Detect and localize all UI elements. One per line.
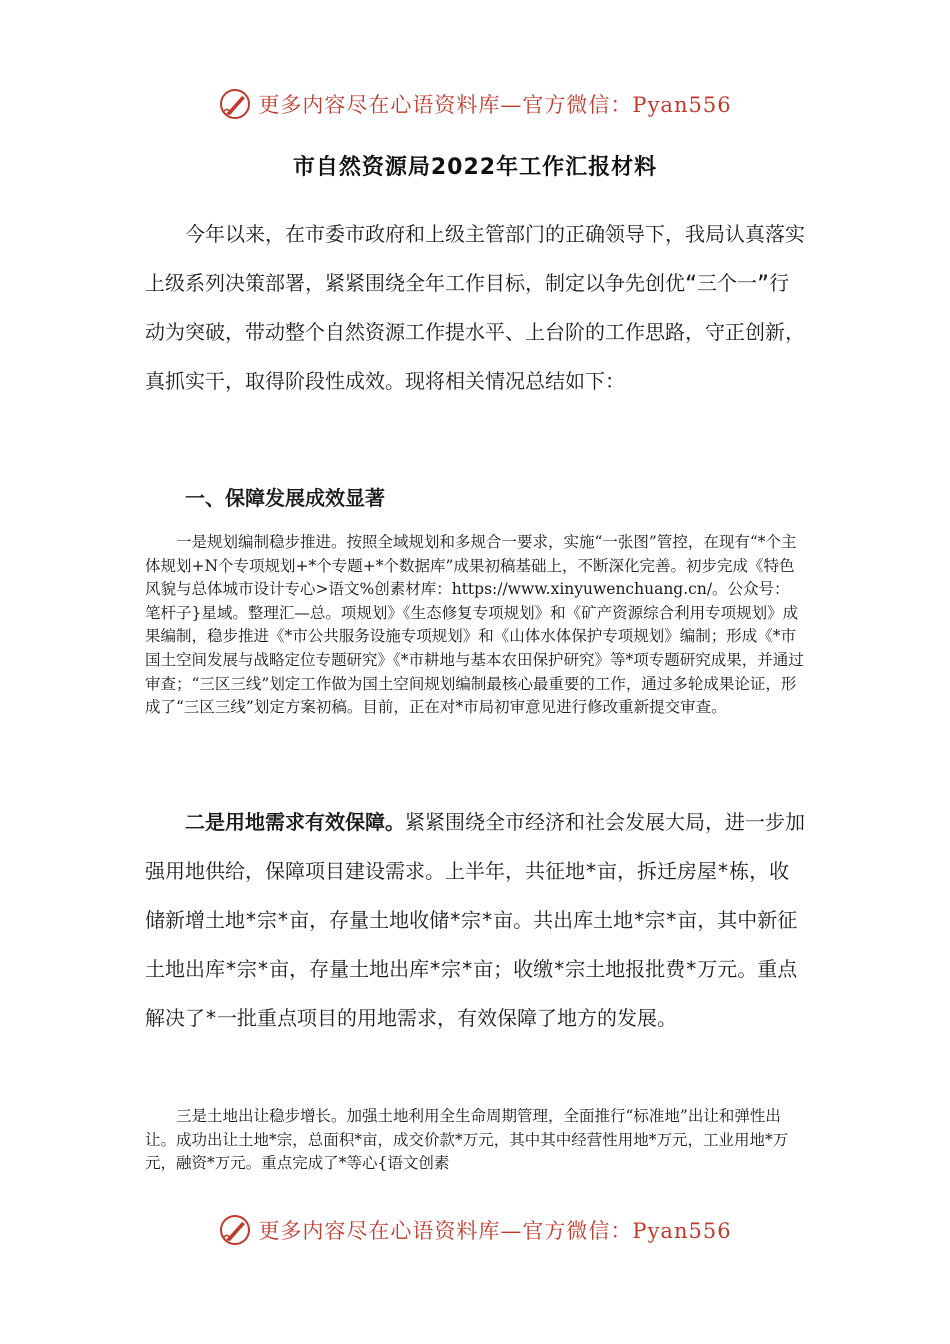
item-land-demand-text	[145, 798, 805, 1043]
intro-paragraph	[145, 210, 805, 406]
item-land-demand-paragraph	[145, 798, 805, 1043]
item-planning-paragraph	[145, 531, 805, 720]
section-heading	[145, 482, 805, 511]
quill-logo-icon	[218, 1213, 252, 1247]
watermark-text: 更多内容尽在心语资料库—官方微信：Pyan556	[258, 93, 732, 117]
intro-text: 今年以来，在市委市政府和上级主管部门的正确领导下，我局认真落实上级系列决策部署，紧紧围绕全年工作目标，制定以争先创优“三个一”行动为突破，带动整个自然资源工作提水平、上台阶的工作思路，守正创新，真抓实干，取得阶段性成效。现将相关情况总结如下：	[145, 222, 805, 393]
watermark-banner-bottom	[0, 1210, 950, 1250]
item-land-transfer-text: 三是土地出让稳步增长。加强土地利用全生命周期管理，全面推行“标准地”出让和弹性出让。成功出让土地*宗，总面积*亩，成交价款*万元，其中其中经营性用地*万元，工业用地*万元，融资*万元。重点完成了*等心{语文创素	[145, 1107, 789, 1173]
item-land-demand-body: 紧紧围绕全市经济和社会发展大局，进一步加强用地供给，保障项目建设需求。上半年，共征地*亩，拆迁房屋*栋，收储新增土地*宗*亩，存量土地收储*宗*亩。共出库土地*宗*亩，其中新征土地出库*宗*亩，存量土地出库*宗*亩；收缴*宗土地报批费*万元。重点解决了*一批重点项目的用地需求，有效保障了地方的发展。	[145, 810, 805, 1030]
watermark-banner-top	[0, 84, 950, 124]
section-heading-text: 一、保障发展成效显著	[185, 486, 385, 510]
item-planning-text: 一是规划编制稳步推进。按照全域规划和多规合一要求，实施“一张图”管控，在现有“*个主体规划+N个专项规划+*个专题+*个数据库”成果初稿基础上，不断深化完善。初步完成《特色风貌与总体城市设计专心>语文%创素材库：https://www.xinyuwenchuang.cn/。公众号：笔杆子}星域。整理汇—总。项规划》《生态修复专项规划》和《矿产资源综合利用专项规划》成果编制，稳步推进《*市公共服务设施专项规划》和《山体水体保护专项规划》编制；形成《*市国土空间发展与战略定位专题研究》《*市耕地与基本农田保护研究》等*项专题研究成果，并通过审查；“三区三线”划定工作做为国土空间规划编制最核心最重要的工作，通过多轮成果论证，形成了“三区三线”划定方案初稿。目前，正在对*市局初审意见进行修改重新提交审查。	[145, 533, 804, 717]
item-land-demand-lead: 二是用地需求有效保障。	[185, 810, 405, 834]
document-title: 市自然资源局2022年工作汇报材料	[292, 155, 658, 180]
quill-logo-icon	[218, 87, 252, 121]
item-land-transfer-paragraph	[145, 1105, 805, 1176]
watermark-text: 更多内容尽在心语资料库—官方微信：Pyan556	[258, 1219, 732, 1243]
